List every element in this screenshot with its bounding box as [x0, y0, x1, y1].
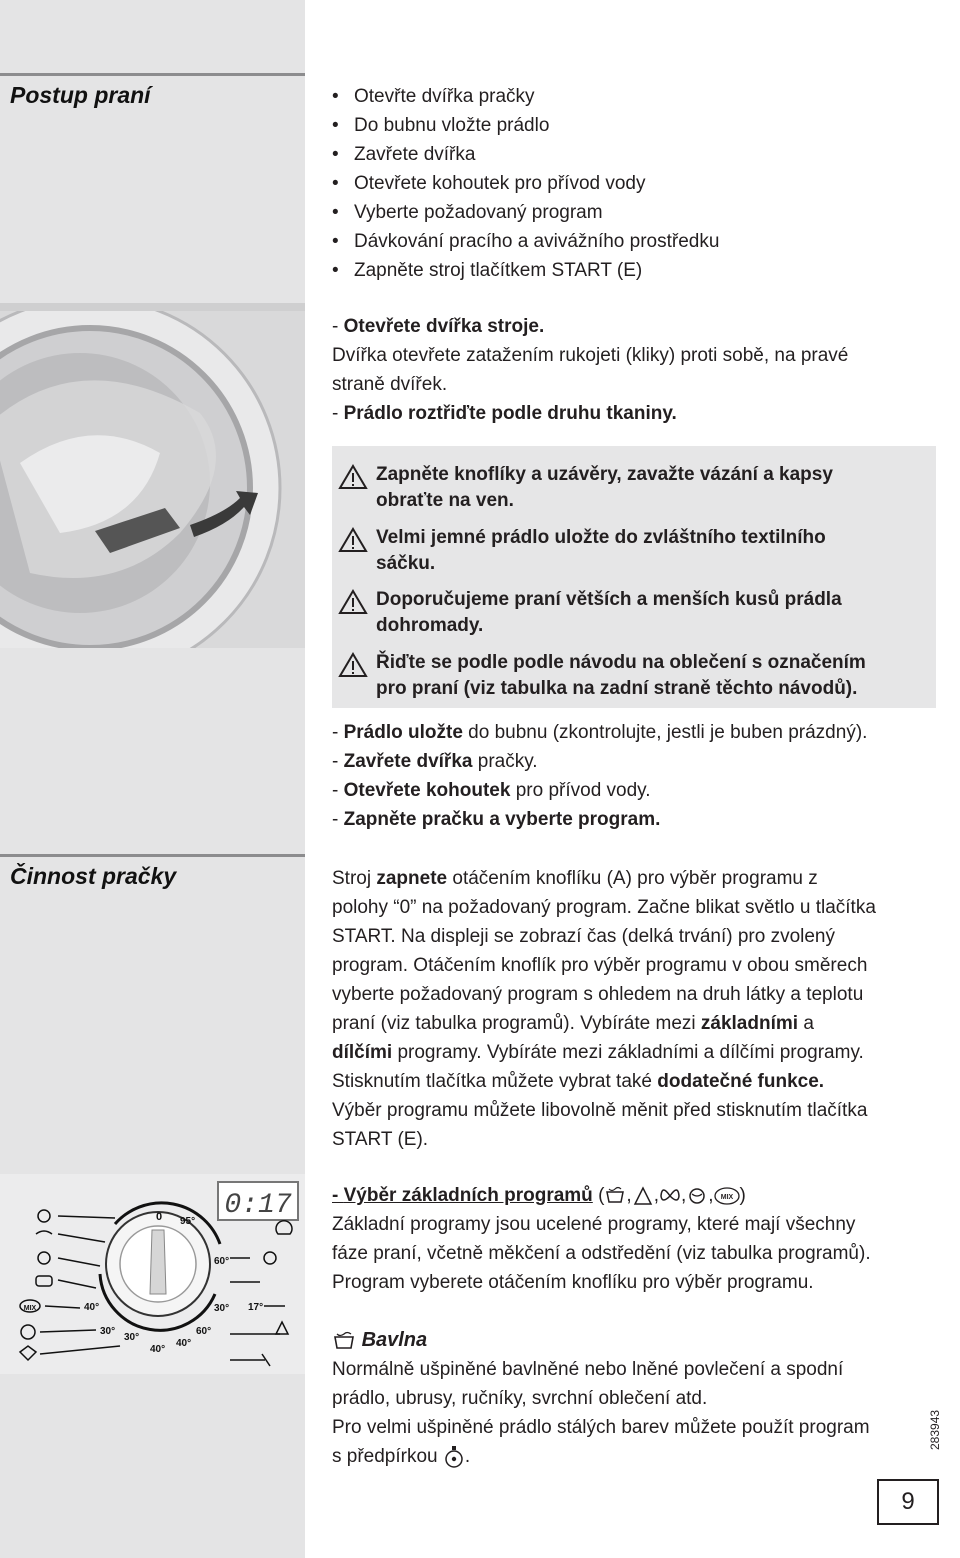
warning-icon — [338, 527, 368, 553]
text: Pro velmi ušpiněné prádlo stálých barev můžete použít program — [332, 1417, 870, 1438]
text: Výběr programu můžete libovolně měnit před stisknutím tlačítka — [332, 1100, 868, 1121]
cotton-paragraph — [332, 1326, 932, 1471]
cotton-symbol-icon — [604, 1186, 626, 1206]
tap-text: pro přívod vody. — [510, 780, 651, 801]
start-bold: Zapněte pračku a vyberte program. — [343, 809, 661, 830]
text: Program vyberete otáčením knoflíku pro výběr programu. — [332, 1272, 814, 1293]
load-text: do bubnu (zkontrolujte, jestli je buben prázdný). — [462, 722, 868, 743]
mix-symbol-icon — [714, 1186, 740, 1206]
text-bold: zapnete — [376, 868, 448, 889]
warning-text: sáčku. — [376, 553, 436, 574]
warning-text: Doporučujeme praní větších a menších kusů prádla — [376, 589, 842, 610]
separator: , — [626, 1185, 632, 1206]
label-temp: 30° — [124, 1332, 140, 1343]
text-bold: dodatečné funkce. — [657, 1071, 825, 1092]
text: . — [464, 1446, 471, 1467]
warning-text: pro praní (viz tabulka na zadní straně těchto návodů). — [376, 678, 858, 699]
dash: - — [332, 316, 339, 337]
wool-symbol-icon — [686, 1186, 708, 1206]
warning-icon — [338, 464, 368, 490]
open-door-title: Otevřete dvířka stroje. — [343, 316, 545, 337]
list-item: • Zapněte stroj tlačítkem START (E) — [332, 256, 719, 285]
text-bold: základními — [700, 1013, 799, 1034]
page-number: 9 — [877, 1479, 939, 1525]
label-temp: 60° — [196, 1326, 212, 1337]
open-door-line: straně dvířek. — [332, 374, 448, 395]
text: Stroj — [332, 868, 377, 889]
text: START. Na displeji se zobrazí čas (delká trvání) pro zvolený — [332, 926, 835, 947]
list-item: • Vyberte požadovaný program — [332, 198, 719, 227]
warning-text: Velmi jemné prádlo uložte do zvláštního textilního — [376, 527, 826, 548]
warning-item — [338, 587, 918, 639]
close-bold: Zavřete dvířka — [343, 751, 473, 772]
paren: ( — [592, 1185, 605, 1206]
label-temp: 40° — [84, 1302, 100, 1313]
label-temp: 40° — [150, 1344, 166, 1355]
display-text: 0:17 — [224, 1190, 292, 1221]
warning-box — [332, 446, 936, 708]
door-instructions — [332, 312, 932, 428]
control-panel-illustration — [0, 1174, 305, 1374]
warning-icon — [338, 589, 368, 615]
warning-text: Řiďte se podle podle návodu na oblečení s označením — [376, 652, 866, 673]
text: START (E). — [332, 1129, 429, 1150]
cotton-title: Bavlna — [361, 1329, 428, 1351]
warning-item — [338, 525, 918, 577]
document-code: 283943 — [928, 1409, 942, 1450]
steps-list — [332, 82, 719, 285]
prewash-symbol-icon — [443, 1445, 465, 1469]
list-item: • Zavřete dvířka — [332, 140, 719, 169]
warning-item — [338, 462, 918, 514]
open-door-line: Dvířka otevřete zatažením rukojeti (kliky) proti sobě, na pravé — [332, 345, 849, 366]
list-item: • Otevřte dvířka pračky — [332, 82, 719, 111]
text: praní (viz tabulka programů). Vybíráte mezi — [332, 1013, 701, 1034]
cotton-symbol-icon — [332, 1330, 356, 1352]
sort-laundry: Prádlo roztřiďte podle druhu tkaniny. — [343, 403, 677, 424]
load-bold: Prádlo uložte — [343, 722, 463, 743]
after-instructions: - Prádlo uložte do bubnu (zkontrolujte, jestli je buben prázdný). - Zavřete dvířka pračky. - Otevřete kohoutek pro přívod vody. - Zapněte pračku a vyberte program. — [332, 722, 868, 830]
label-temp: 60° — [214, 1256, 230, 1267]
warning-icon — [338, 652, 368, 678]
warning-text: dohromady. — [376, 615, 484, 636]
list-item: • Do bubnu vložte prádlo — [332, 111, 719, 140]
text-bold: dílčími — [332, 1042, 393, 1063]
close-text: pračky. — [472, 751, 538, 772]
mix-label: MIX — [720, 1193, 733, 1201]
label-temp: 30° — [100, 1326, 116, 1337]
dash: - — [332, 1185, 344, 1206]
warning-text: Zapněte knoflíky a uzávěry, zavažte vázání a kapsy — [376, 464, 833, 485]
text: Základní programy jsou ucelené programy, které mají všechny — [332, 1214, 856, 1235]
text: Normálně ušpiněné bavlněné nebo lněné povlečení a spodní — [332, 1359, 844, 1380]
text: fáze praní, včetně měkčení a odstředění (viz tabulka programů). — [332, 1243, 871, 1264]
label-temp: 30° — [214, 1303, 230, 1314]
mix-label: MIX — [23, 1305, 37, 1312]
label-zero: 0 — [156, 1211, 163, 1223]
dash: - — [332, 403, 339, 424]
label-temp: 40° — [176, 1338, 192, 1349]
text: programy. Vybíráte mezi základními a dílčími programy. — [392, 1042, 864, 1063]
tap-bold: Otevřete kohoutek — [343, 780, 511, 801]
text: s předpírkou — [332, 1446, 438, 1467]
list-item: • Otevřete kohoutek pro přívod vody — [332, 169, 719, 198]
operation-paragraph — [332, 864, 932, 1154]
warning-item — [338, 650, 918, 702]
separator: , — [708, 1185, 714, 1206]
text: a — [798, 1013, 814, 1034]
synthetic-symbol-icon — [632, 1186, 654, 1206]
washer-door-illustration — [0, 303, 305, 648]
section-rule — [0, 73, 305, 76]
text: otáčením knoflíku (A) pro výběr programu z — [447, 868, 818, 889]
separator: , — [680, 1185, 687, 1206]
basic-programs-title: Výběr základních programů — [343, 1185, 593, 1206]
section-rule — [0, 854, 305, 857]
warning-text: obraťte na ven. — [376, 490, 514, 511]
separator: , — [653, 1185, 659, 1206]
text: Stisknutím tlačítka můžete vybrat také — [332, 1071, 658, 1092]
section-title-machine-operation: Činnost pračky — [10, 863, 177, 889]
paren: ) — [739, 1185, 746, 1206]
text: vyberte požadovaný program s ohledem na druh látky a teplotu — [332, 984, 864, 1005]
basic-programs-paragraph — [332, 1181, 932, 1297]
text: polohy “0” na požadovaný program. Začne blikat světlo u tlačítka — [332, 897, 876, 918]
section-title-wash-procedure: Postup praní — [10, 82, 151, 108]
label-temp: 17° — [248, 1302, 264, 1313]
delicate-symbol-icon — [659, 1186, 681, 1206]
list-item: • Dávkování pracího a avivážního prostředku — [332, 227, 719, 256]
label-temp: 95° — [180, 1216, 196, 1227]
text: prádlo, ubrusy, ručníky, svrchní oblečení atd. — [332, 1388, 708, 1409]
text: program. Otáčením knoflík pro výběr programu v obou směrech — [332, 955, 868, 976]
